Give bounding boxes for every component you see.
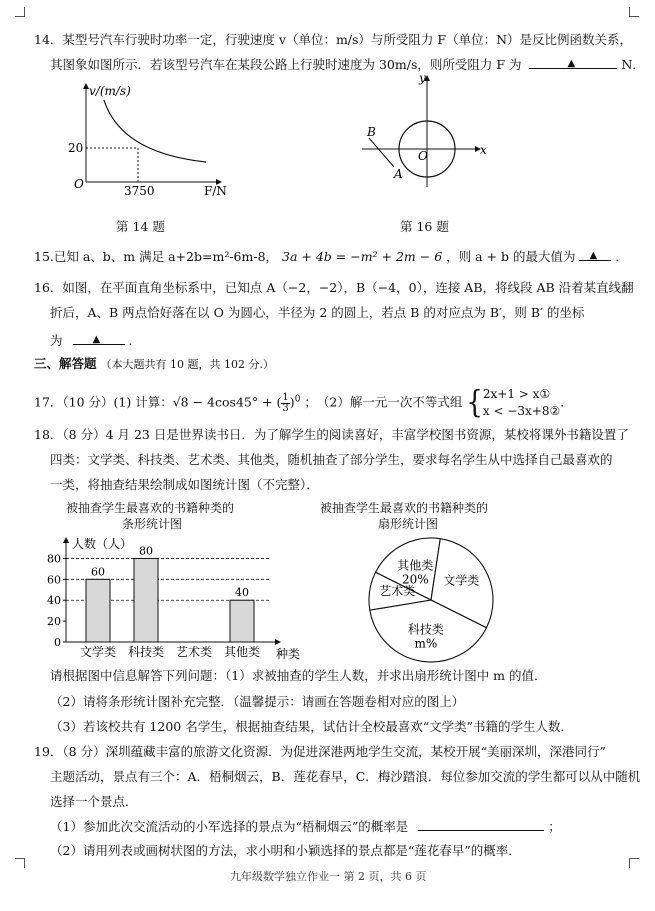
q16-caption: 第 16 题 [400, 219, 449, 234]
q14-line2: 其图象如图所示．若该型号汽车在某段公路上行驶时速度为 30m/s，则所受阻力 F 为 [50, 57, 522, 72]
y-tick-label: 60 [47, 573, 61, 587]
q17-exp-sup: 0 [294, 394, 301, 405]
bar-value-label: 40 [235, 586, 249, 600]
q17-exp: ) [289, 394, 295, 410]
q19-answer-blank[interactable] [418, 818, 544, 831]
q14-caption: 第 14 题 [116, 219, 165, 234]
q15-text-b: 3a + 4b = −m² + 2m − 6 [282, 249, 443, 264]
ineq-2: x < −3x+8② [482, 404, 561, 418]
q16-line3 [50, 332, 141, 349]
q15-text-c: ，则 a + b 的最大值为 [446, 249, 576, 264]
section-three-heading [34, 356, 274, 373]
q14-xtick: 3750 [124, 184, 155, 198]
q14-answer-blank[interactable] [529, 56, 617, 69]
bar-chart-title-2: 条形统计图 [122, 517, 183, 531]
bar [134, 558, 158, 642]
q14-ylabel: v/(m/s) [89, 84, 131, 98]
corner-mark-bottom-left [15, 858, 25, 868]
y-tick-label: 20 [47, 615, 61, 629]
frac-num: 1 [282, 391, 289, 403]
pie-chart-title-2: 扇形统计图 [378, 517, 439, 531]
q14-line2-wrap [50, 56, 645, 73]
q14-xlabel: F/N [204, 184, 227, 198]
q16-end: ． [128, 333, 141, 348]
q17 [34, 385, 573, 421]
q19-line2: 主题活动，景点有三个：A．梧桐烟云，B．莲花春早，C．梅沙踏浪．每位参加交流的学生都可以从中随机 [50, 769, 641, 784]
q16-b-label: B [367, 125, 376, 139]
corner-mark-top-left [15, 7, 25, 17]
q14-graph [66, 78, 246, 198]
pie-chart [356, 534, 506, 664]
q17-mid: − 4cos45° + ( [188, 394, 282, 410]
pie-slice-percent: 20% [401, 572, 429, 587]
pie-slice-label: 科技类 [407, 622, 444, 637]
q19-sub1-end: ； [548, 819, 561, 834]
ineq-1: 2x+1 > x① [482, 387, 551, 401]
blank-marker: ▲ [92, 334, 101, 345]
category-label: 艺术类 [175, 645, 213, 659]
q16-figure [362, 72, 502, 192]
bar-chart-xlabel: 种类 [276, 647, 301, 661]
bar-value-label: 80 [139, 544, 153, 558]
q19-sub1 [50, 818, 561, 835]
section-note: （本大题共有 10 题，共 102 分.） [100, 358, 274, 371]
q18-q1: 请根据图中信息解答下列问题：（1）求被抽查的学生人数，并求出扇形统计图中 m 的值． [50, 668, 547, 683]
q14-unit: N． [621, 57, 645, 72]
q15 [34, 248, 628, 265]
q14-ytick: 20 [68, 141, 84, 155]
category-label: 其他类 [223, 645, 261, 659]
q17-end: ． [560, 394, 573, 410]
corner-mark-bottom-right [629, 858, 639, 868]
q19-sub2: （2）请用列表或画树状图的方法，求小明和小颖选择的景点都是“莲花春早”的概率． [50, 843, 521, 858]
q14-origin: O [74, 177, 84, 191]
q16-line1: 16．如图，在平面直角坐标系中，已知点 A（−2，−2），B（−4，0），连接 AB，将线段 AB 沿着某直线翻 [34, 280, 634, 295]
q19-line3: 选择一个景点． [50, 794, 138, 809]
q18-line3: 一类，将抽查结果绘制成如图统计图（不完整）． [50, 477, 319, 492]
y-tick-label: 80 [47, 552, 61, 566]
q16-x-label: x [480, 143, 487, 157]
corner-mark-top-right [629, 7, 639, 17]
q16-y-label: y [419, 72, 426, 85]
q18-line2: 四类：文学类、科技类、艺术类、其他类，随机抽查了部分学生，要求每名学生从中选择自己最喜欢的 [50, 452, 613, 467]
bar-value-label: 60 [91, 565, 105, 579]
q17-sqrt: √8 [172, 394, 189, 410]
category-label: 科技类 [127, 645, 165, 659]
bar [230, 600, 254, 642]
y-tick-label: 0 [54, 636, 61, 649]
q15-end: ． [615, 249, 628, 264]
q17-inequality-system [483, 386, 560, 420]
brace-icon: { [466, 385, 483, 421]
pie-slice-label: 文学类 [443, 573, 480, 588]
pie-slice-percent: m% [414, 636, 438, 651]
pie-slice-label: 艺术类 [379, 583, 416, 598]
frac-den: 3 [282, 402, 289, 414]
q16-o-label: O [418, 149, 428, 163]
q17-pre: 17．（10 分）(1) 计算： [34, 394, 173, 410]
category-label: 文学类 [79, 645, 117, 659]
q15-text-a: 15.已知 a、b、m 满足 a+2b=m²-6m-8， [34, 249, 279, 264]
bar [86, 579, 110, 642]
q19-line1: 19．（8 分）深圳蕴藏丰富的旅游文化资源．为促进深港两地学生交流，某校开展“美丽深圳，深港同行” [34, 744, 606, 759]
y-tick-label: 40 [47, 594, 61, 608]
q16-answer-blank[interactable] [73, 332, 125, 345]
blank-marker: ▲ [589, 250, 598, 261]
q18-line1: 18．（8 分）4 月 23 日是世界读书日．为了解学生的阅读喜好，丰富学校图书资源，某校将课外书籍设置了 [34, 427, 629, 442]
q18-q2: （2）请将条形统计图补充完整．（温馨提示：请画在答题卷相对应的图上） [50, 694, 465, 709]
q17-fraction [281, 393, 289, 414]
bar-chart-title-1: 被抽查学生最喜欢的书籍种类的 [66, 501, 235, 515]
q16-a-label: A [394, 167, 403, 181]
q16-line3-pre: 为 [50, 333, 63, 348]
q17-part2: ； （2）解一元一次不等式组 [304, 394, 463, 410]
pie-slice-label: 其他类 [397, 558, 434, 573]
blank-marker: ▲ [567, 58, 576, 69]
q19-sub1-text: （1）参加此次交流活动的小军选择的景点为“梧桐烟云”的概率是 [50, 819, 409, 834]
pie-chart-title-1: 被抽查学生最喜欢的书籍种类的 [320, 501, 489, 515]
q15-answer-blank[interactable] [579, 248, 611, 261]
q16-line2: 折后，A、B 两点恰好落在以 O 为圆心，半径为 2 的圆上，若点 B 的对应点为 B′，则 B′ 的坐标 [50, 305, 585, 320]
section-title: 三、解答题 [34, 356, 97, 371]
page-footer: 九年级数学独立作业一 第 2 页，共 6 页 [230, 870, 427, 883]
bar-chart-ylabel: 人数（人） [72, 537, 133, 551]
bar-chart [40, 534, 310, 664]
q14-line1: 14．某型号汽车行驶时功率一定，行驶速度 v（单位：m/s）与所受阻力 F（单位：N）是反比例函数关系， [34, 32, 633, 47]
q18-q3: （3）若该校共有 1200 名学生，根据抽查结果，试估计全校最喜欢“文学类”书籍的学生人数． [50, 719, 573, 734]
